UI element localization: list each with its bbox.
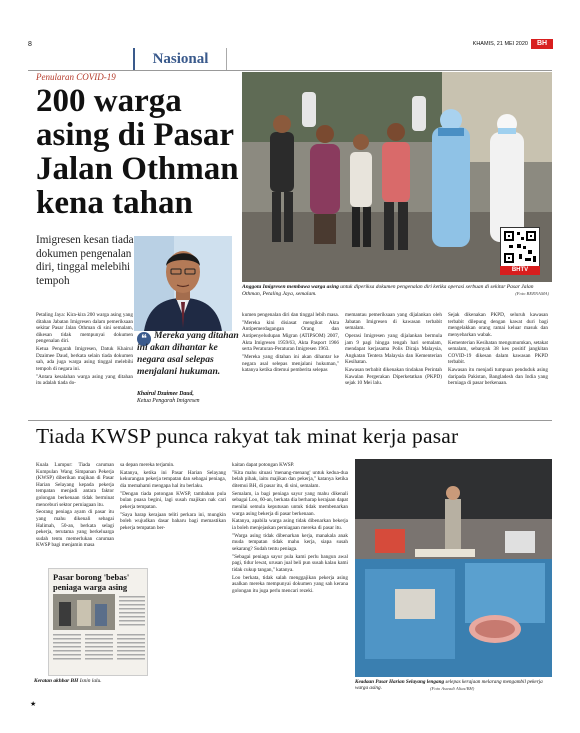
paragraph: "Sebagai peniaga sayur pula kami perlu bangun awal pagi, tidur lewat, urusan jual beli pun susah kalau kami tidak cukup tangan," katanya.	[232, 553, 348, 573]
story1-column-2	[242, 312, 339, 375]
paragraph: Ketua Pengarah Imigresen, Datuk Khairul Dzaimee Daud, berkata selain tiada dokumen sah, ada juga warga asing tinggal melebihi tempoh di negara ini.	[36, 346, 133, 372]
portrait-photo	[134, 236, 232, 331]
newspaper-clipping	[48, 568, 148, 676]
main-photo-credit: (Foto BERNAMA)	[515, 291, 549, 296]
paragraph: kumen pengenalan diri dan tinggal lebih masa.	[242, 312, 339, 318]
paragraph: Loo berkata, tidak salah menggajikan pekerja asing asalkan mereka mempunyai dokumen yang sah kerana golongan itu juga perlu mencari rezeki.	[232, 574, 348, 594]
clipping-caption-lead: Keratan akhbar BH	[34, 678, 80, 684]
story1-standfirst: Imigresen kesan tiada dokumen pengenalan diri, tinggal melebihi tempoh	[36, 234, 134, 287]
paragraph: "Saya harap kerajaan teliti perkara ini, mungkin boleh wujudkan dasar baharu bagi memastikan pekerja tempatan ber-	[120, 511, 226, 531]
clipping-caption-rest: Isnin lalu.	[79, 678, 102, 684]
story2-column-3	[232, 462, 348, 596]
paragraph: memantau pemeriksaan yang dijalankan oleh Jabatan Imigresen di kawasan terbabit semalam.	[345, 312, 442, 332]
story1-column-4	[448, 312, 548, 388]
section-label: Nasional	[133, 48, 227, 70]
paragraph: Kuala Lumpur: Tiada caruman Kumpulan Wang Simpanan Pekerja (KWSP) diberikan majikan di Pasar Harian Selayang kepada pekerja tempatan menjadi antara faktor golongan berkenaan tidak berminat menceburi sektor perniagaan itu.	[36, 462, 114, 508]
page-number: 8	[28, 41, 32, 48]
paragraph: "Kita mahu situasi 'menang-menang' untuk kedua-dua belah pihak, iaitu majikan dan pekerja," katanya ketika ditemui BH, di pasar itu, di sini, semalam.	[232, 469, 348, 489]
paragraph: "Mereka yang ditahan ini akan dihantar ke negara asal selepas menjalani hukuman," katanya ketika ditemui pemberita selepas	[242, 353, 339, 374]
main-photo-caption-rest: untuk diperiksa dokumen pengenalan diri ketika operasi serbuan di sekitar Pasar Jalan Othman, Petaling Jaya, semalam.	[242, 284, 534, 297]
paragraph: Kawasan terbabit dikenakan tindakan Perintah Kawalan Pergerakan Diperketatkan (PKPD) sejak 10 Mei lalu.	[345, 367, 442, 387]
paragraph: Kementerian Kesihatan mengumumkan, setakat semalam, sebanyak 38 kes positif jangkitan COVID-19 dikesan dalam kawasan PKPD terbabit.	[448, 339, 548, 366]
clipping-caption	[34, 678, 102, 684]
date-line: KHAMIS, 21 MEI 2020	[472, 41, 528, 47]
paragraph: "Mereka kini disiasat mengikut Akta Antipemerdagangan Orang dan Antipenyeludupan Migran (ATIPSOM) 2007, Akta Imigresen 1959/63, Akta Pasport 1966 serta Peraturan-Peraturan Imigresen 1963.	[242, 319, 339, 353]
star-icon: ★	[30, 700, 37, 708]
market-photo	[355, 459, 552, 677]
paragraph: Katanya, ketika ini Pasar Harian Selayang kekurangan pekerja tempatan dan sebagai peniaga, dia memahami mengapa hal itu berlaku.	[120, 469, 226, 489]
story1-column-3	[345, 312, 442, 388]
paragraph: "Dengan tiada potongan KWSP, tambahan pula bulan puasa begini, lagi susah majikan nak cari pekerja tempatan.	[120, 490, 226, 510]
main-photo-caption	[242, 284, 552, 297]
clipping-image	[49, 594, 148, 666]
paragraph: Katanya, apabila warga asing tidak dibenarkan bekerja ia boleh menjejaskan perniagaan mereka di pasar itu.	[232, 518, 348, 531]
bhtv-label: BHTV	[500, 266, 540, 275]
market-photo-credit: (Foto Aswadi Alias/BH)	[430, 686, 475, 691]
paragraph: sa depan mereka terjamin.	[120, 462, 175, 468]
quote-title: Ketua Pengarah Imigresen	[137, 398, 200, 404]
clipping-headline: Pasar borong 'bebas' peniaga warga asing	[53, 572, 130, 592]
main-photo-caption-lead: Anggota Imigresen membawa warga asing	[242, 284, 339, 290]
pull-quote: Mereka yang ditahan ini akan dihantar ke negara asal selepas menjalani hukuman.	[137, 330, 239, 377]
pull-quote-credit	[137, 391, 242, 405]
market-photo-caption-rest: selepas kerajaan melarang mengambil pekerja warga asing.	[355, 679, 543, 692]
qr-code-icon[interactable]	[500, 227, 540, 267]
paragraph: Sejak dikenakan PKPD, seluruh kawasan terbabit dilepung dengan kawat duri bagi mengelakkan orang ramai keluar masuk dan menyebarkan wabak.	[448, 312, 548, 338]
paragraph: Petaling Jaya: Kira-kira 200 warga asing yang ditahan Jabatan Imigresen dalam pemeriksaan sekitar Pasar Jalan Othman di sini semalam, dikesan tidak mempunyai dokumen pengenalan diri.	[36, 312, 133, 345]
story1-kicker: Penularan COVID-19	[36, 72, 116, 82]
paragraph: Operasi Imigresen yang dijalankan bermula jam 9 pagi hingga tengah hari semalam, mendapat kerjasama Polis Diraja Malaysia, Angkatan Tentera Malaysia dan Kementerian Kesihatan.	[345, 332, 442, 366]
market-photo-caption-lead: Keadaan Pasar Harian Selayang lengang	[355, 679, 445, 685]
story2-headline: Tiada KWSP punca rakyat tak minat kerja pasar	[36, 424, 459, 448]
story2-column-1	[36, 462, 114, 550]
paragraph: "Warga asing tidak dibenarkan kerja, manakala anak muda tempatan tidak mahu kerja, siapa susah sekarang? Sudah tentu peniaga.	[232, 532, 348, 552]
brand-logo: BH	[531, 39, 553, 49]
quote-name: Khairul Dzaimee Daud,	[137, 391, 194, 397]
quote-icon: ❝	[137, 332, 151, 346]
story1-headline: 200 warga asing di Pasar Jalan Othman kena tahan	[36, 83, 239, 221]
top-rule	[28, 70, 552, 71]
paragraph: Seorang peniaga ayam di pasar itu yang mahu dikenali sebagai Halimah, 50-an, berkata selagi pekerja, terutama yang berkeluarga sudah tentu memerlukan caruman KWSP bagi menjamin masa	[36, 509, 114, 549]
paragraph: Semalam, ia bagi peniaga sayur yang mahu dikenali sebagai Loo, 60-an, berkata dia berharap kerajaan dapat menilai semula keputusan untuk tidak membenarkan warga asing bekerja di pasar berkenaan.	[232, 490, 348, 517]
story1-column-1	[36, 312, 133, 388]
paragraph: "Antara kesalahan warga asing yang ditahan itu adalah tiada do-	[36, 373, 133, 387]
paragraph: kaitan dapat potongan KWSP.	[232, 462, 295, 468]
story-divider	[28, 420, 552, 421]
story2-column-2	[120, 462, 226, 533]
paragraph: Kawasan itu menjadi tumpuan penduduk asing daripada Pakistan, Bangladesh dan India yang berniaga di pasar berkenaan.	[448, 367, 548, 387]
